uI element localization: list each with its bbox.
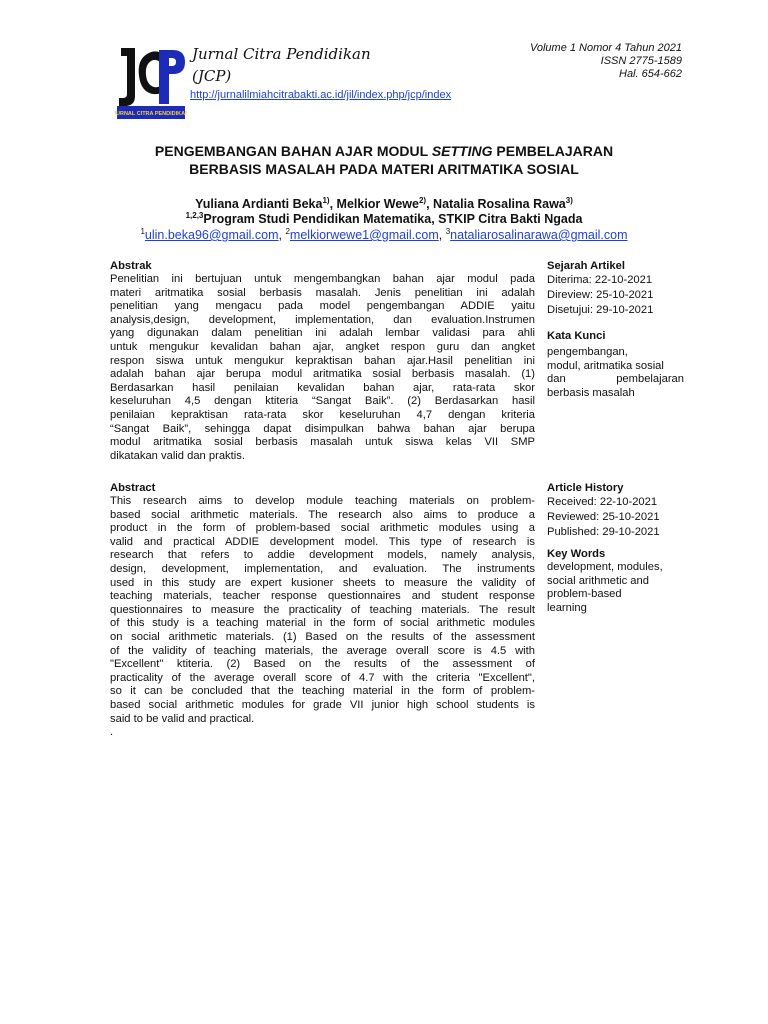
paragraph-line: teaching materials, teacher response questionnaires and student response [110, 590, 535, 603]
history-row: Published: 29-10-2021 [547, 526, 660, 538]
history-row: Received: 22-10-2021 [547, 496, 658, 508]
paragraph-line: dikatakan valid dan praktis. [110, 449, 245, 462]
paragraph-line: “Sangat Baik”, sehingga dapat disimpulkan bahwa bahan ajar berupa [110, 422, 535, 435]
paragraph-line: untuk mengukur kevalidan bahan ajar, angket respon guru dan angket [110, 340, 535, 353]
paragraph-line: modul aritmatika sosial berbasis masalah untuk siswa kelas VII SMP [110, 436, 535, 449]
paragraph-line: based social arithmetic materials. The research also aims to produce a [110, 508, 535, 521]
title-line-2: BERBASIS MASALAH PADA MATERI ARITMATIKA SOSIAL [189, 161, 579, 177]
keyword-line: social arithmetic and [547, 574, 649, 587]
paragraph-line: questionnaires to measure the practicality of teaching materials. The result [110, 603, 535, 616]
title-part: PENGEMBANGAN BAHAN AJAR MODUL [154, 143, 432, 159]
keyword-line: development, modules, [547, 561, 663, 573]
kw-word-1: dan [547, 373, 566, 386]
history-row: Reviewed: 25-10-2021 [547, 511, 660, 523]
keyword-line: pengembangan, [547, 346, 628, 358]
separator: , [438, 228, 446, 243]
journal-url-link[interactable]: http://jurnalilmiahcitrabakti.ac.id/jil/index.php/jcp/index [190, 89, 452, 101]
paragraph-line: product in the form of problem-based social arithmetic modules using a [110, 522, 535, 535]
paragraph-line: respon siswa untuk mengukur kepraktisan bahan ajar.Hasil penelitian ini [110, 354, 535, 367]
kw-word-2: pembelajaran [616, 373, 684, 386]
author-3: , Natalia Rosalina Rawa [426, 197, 566, 212]
author-1: Yuliana Ardianti Beka [195, 197, 323, 212]
paragraph-line: materi aritmatika sosial berbasis masalah. Jenis penelitian ini adalah [110, 286, 535, 299]
email-1-sup: 1 [140, 227, 145, 236]
author-2: , Melkior Wewe [329, 197, 419, 212]
journal-logo [115, 44, 187, 122]
paragraph-line: "Excellent" ktiteria. (2) Based on the results of the assessment of [110, 658, 535, 671]
email-3-sup: 3 [445, 227, 451, 236]
kata-kunci-body [547, 346, 684, 400]
keyword-line: modul, aritmatika sosial [547, 359, 664, 372]
abstrak-heading: Abstrak [110, 260, 152, 272]
title-italic: SETTING [431, 143, 493, 159]
affiliation-sup: 1,2,3 [185, 211, 204, 220]
abstrak-body [110, 273, 535, 463]
author-2-sup: 2) [418, 196, 427, 205]
abstrak-section [110, 259, 535, 463]
abstract-heading: Abstract [110, 482, 156, 494]
logo-caption: JURNAL CITRA PENDIDIKAN [115, 111, 187, 117]
affiliation-text: Program Studi Pendidikan Matematika, STKIP Citra Bakti Ngada [203, 212, 583, 227]
paragraph-line: practicality of the average overall score of 4.7 with the criteria "Excellent", [110, 671, 535, 684]
email-2-sup: 2 [285, 227, 290, 236]
article-history-section [547, 481, 684, 615]
paragraph-line: keseluruhan 4,5 dengan ktiteria “Sangat Baik”. (2) Berdasarkan hasil [110, 395, 535, 408]
abstract-body [110, 495, 535, 740]
author-1-sup: 1) [322, 196, 330, 205]
volume-text: Volume 1 Nomor 4 Tahun 2021 [529, 42, 682, 54]
paragraph-line: said to be valid and practical. [110, 712, 255, 725]
paragraph-line: so it can be concluded that the teaching material in the form of problem- [110, 685, 535, 698]
sejarah-heading: Sejarah Artikel [547, 260, 625, 272]
separator: , [278, 228, 286, 243]
article-title [100, 142, 668, 178]
key-words-heading: Key Words [547, 548, 606, 560]
kata-kunci-heading: Kata Kunci [547, 330, 606, 342]
issue-meta [530, 42, 682, 81]
paragraph-line: yang digunakan dalam penelitian ini adalah lembar validasi para ahli [110, 327, 535, 340]
issn-text: ISSN 2775-1589 [600, 55, 682, 67]
paragraph-line: of this study is a teaching material in the form of social arithmetic modules [110, 617, 535, 630]
paragraph-line: research that refers to addie development models, namely analysis, [110, 549, 535, 562]
paragraph-line: Penelitian ini bertujuan untuk mengembangkan bahan ajar modul pada [110, 273, 535, 285]
email-3-link[interactable]: nataliarosalinarawa@gmail.com [450, 228, 628, 243]
keyword-line [547, 373, 684, 387]
paragraph-line: penelitian yang mengacu pada model pengembangan ADDIE yaitu [110, 300, 535, 313]
history-heading: Article History [547, 482, 624, 494]
journal-abbreviation: (JCP) [192, 67, 232, 85]
paragraph-line: valid and practical ADDIE development model. This type of research is [110, 535, 535, 548]
journal-name: Jurnal Citra Pendidikan [192, 45, 371, 63]
paragraph-line: on social arithmetic materials. (1) Based on the results of the assessment [110, 630, 535, 643]
paragraph-line: analysis,design, development, implementation, dan evaluation.Instrumen [110, 313, 535, 326]
keyword-line: berbasis masalah [547, 386, 635, 399]
abstract-section [110, 481, 535, 740]
pages-text: Hal. 654-662 [619, 68, 682, 80]
author-3-sup: 3) [565, 196, 573, 205]
key-words-body [547, 561, 684, 615]
paragraph-line: based social arithmetic modules for grade VII junior high school students is [110, 698, 535, 711]
sejarah-artikel-section [547, 259, 684, 400]
paragraph-line: used in this study are expert kusioner sheets to measure the validity of [110, 576, 535, 589]
keyword-line: problem-based [547, 588, 622, 601]
paragraph-line: design, development, implementation, and evaluation. The instruments [110, 562, 535, 575]
title-part: PEMBELAJARAN [492, 143, 614, 159]
paragraph-line: adalah bahan ajar berupa modul aritmatika sosial berbasis masalah. (1) [110, 368, 535, 381]
paragraph-line: of the validity of teaching materials, the average overall score is 4.5 with [110, 644, 535, 657]
paragraph-line: This research aims to develop module teaching materials on problem- [110, 495, 535, 507]
keyword-line: learning [547, 601, 587, 614]
paragraph-line: Berdasarkan hasil penilaian kevalidan bahan ajar, rata-rata skor [110, 381, 535, 394]
email-list [60, 224, 708, 243]
paragraph-line: penilaian kepraktisan rata-rata skor keseluruhan 4,7 dengan kriteria [110, 408, 535, 421]
email-1-link[interactable]: ulin.beka96@gmail.com [144, 228, 279, 243]
sejarah-row: Disetujui: 29-10-2021 [547, 304, 654, 316]
sejarah-row: Direview: 25-10-2021 [547, 289, 654, 301]
email-2-link[interactable]: melkiorwewe1@gmail.com [289, 228, 439, 243]
sejarah-row: Diterima: 22-10-2021 [547, 274, 653, 286]
paragraph-line: . [110, 726, 114, 739]
